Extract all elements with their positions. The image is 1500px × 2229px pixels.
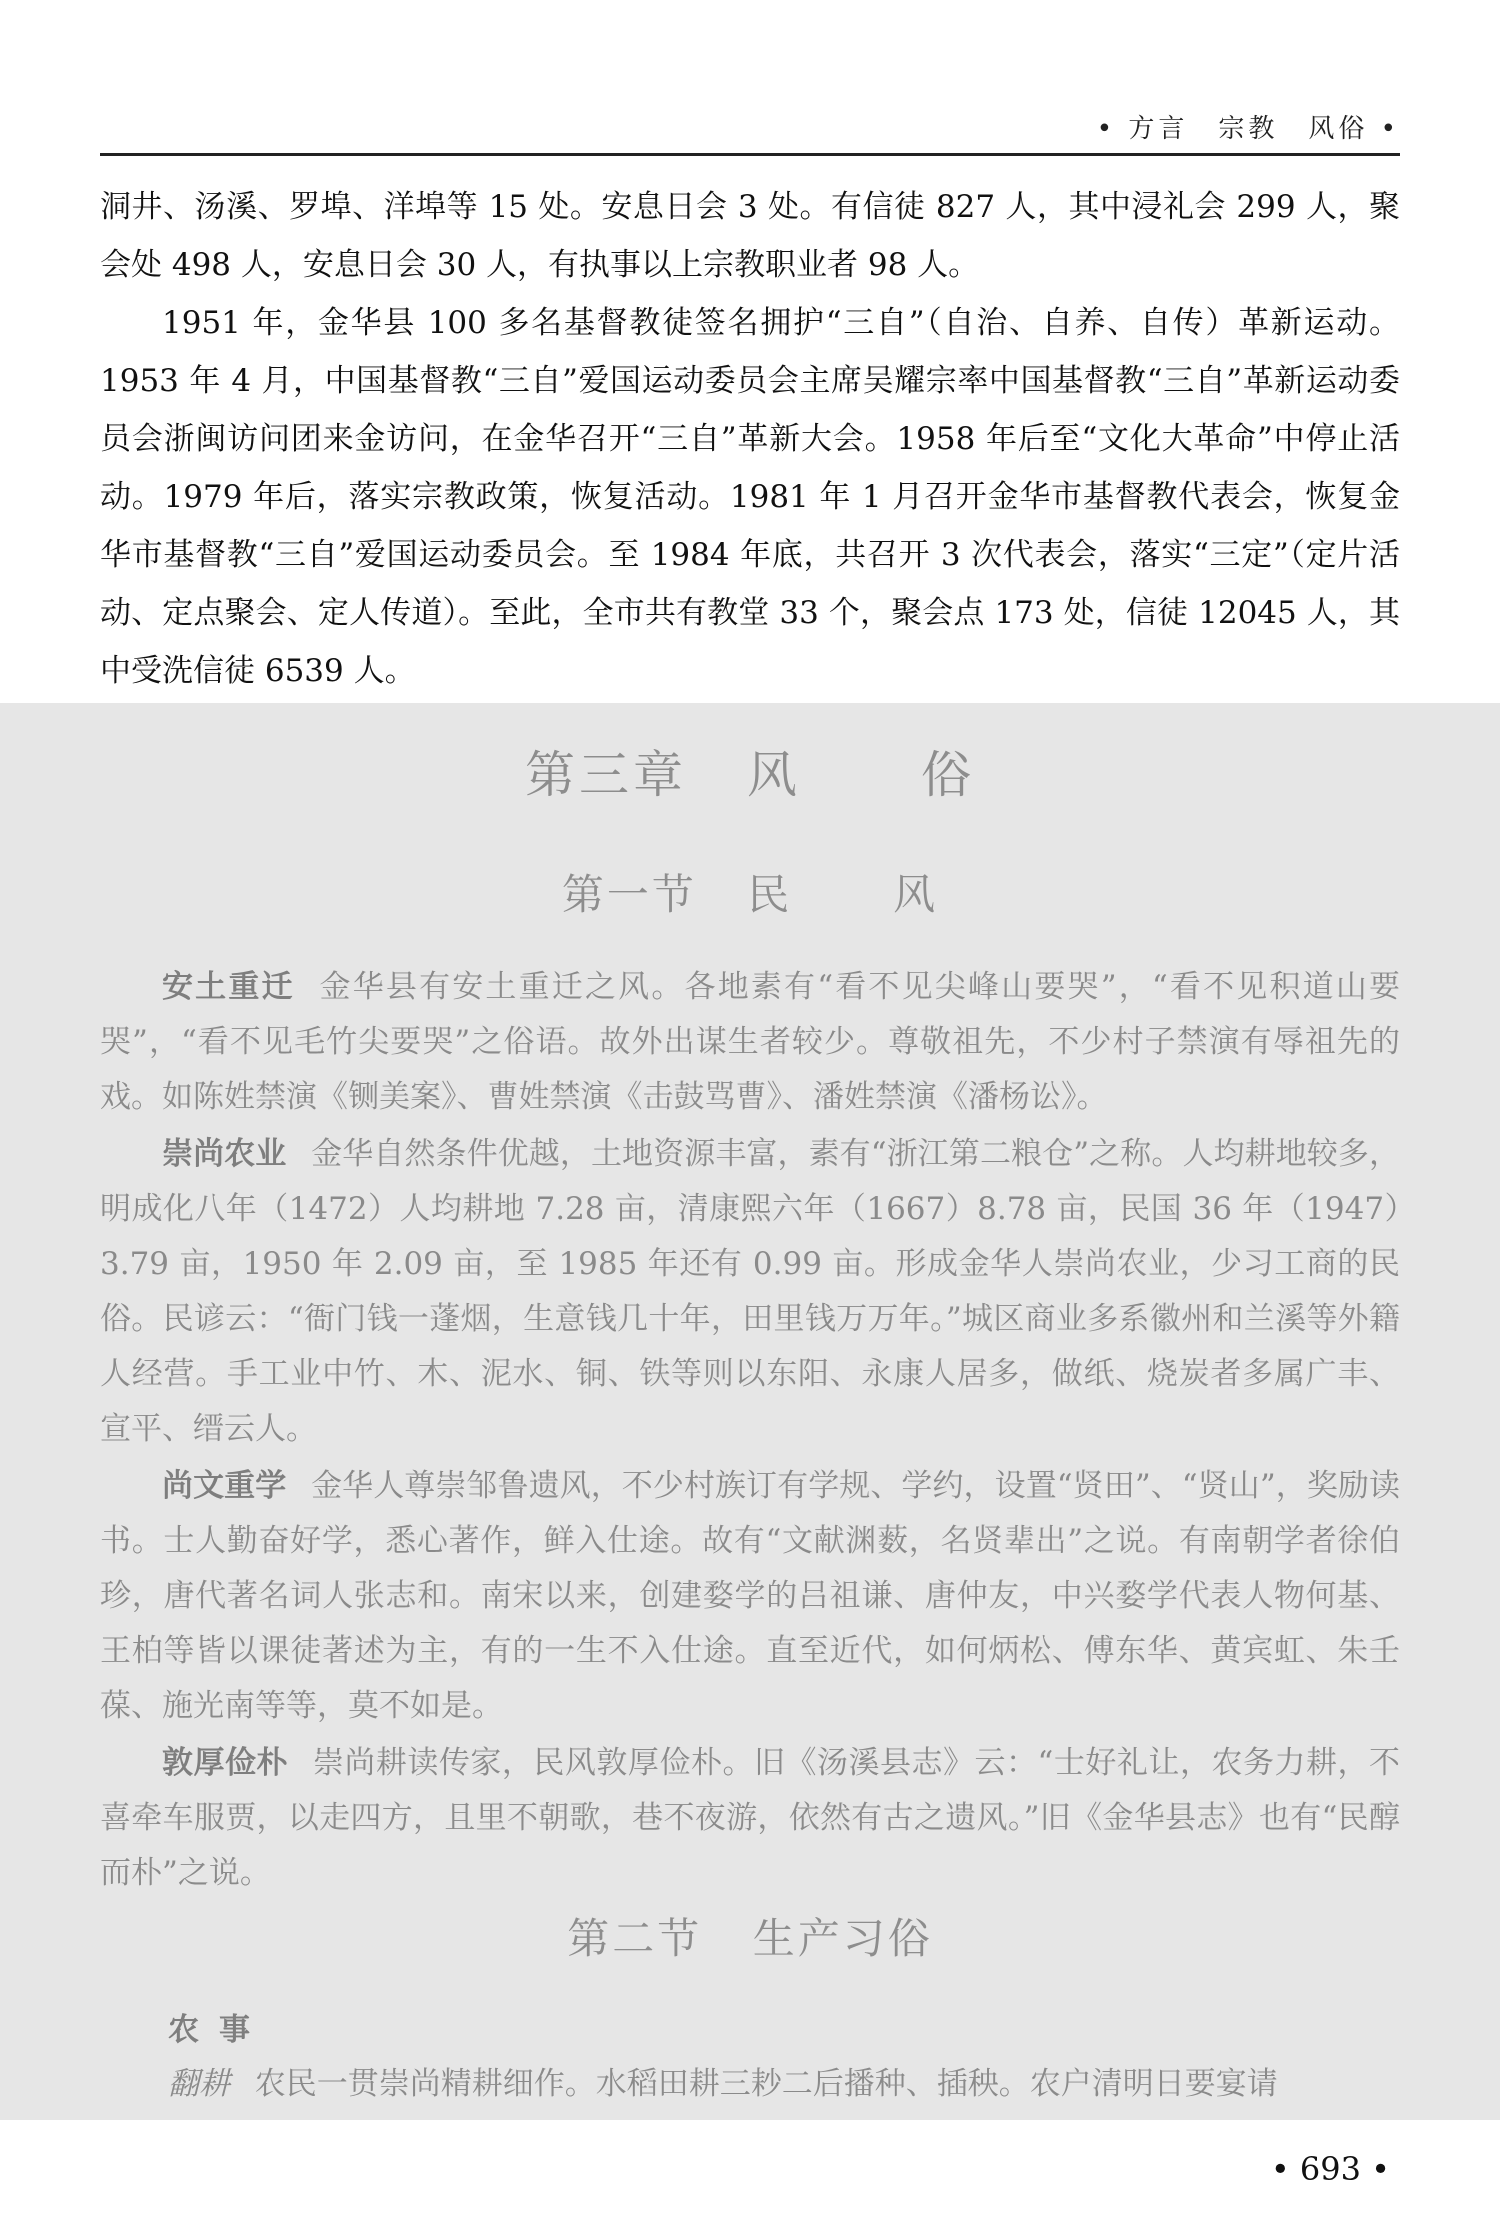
- running-header: • 方言 宗教 风俗 •: [1096, 114, 1400, 144]
- section-word: 风: [893, 870, 939, 919]
- custom-term: 敦厚俭朴: [162, 1745, 289, 1781]
- paragraph: 1951 年，金华县 100 多名基督教徒签名拥护“三自”（自治、自养、自传）革新运动。1953 年 4 月，中国基督教“三自”爱国运动委员会主席吴耀宗率中国基督教“三自”革新运动委员会浙闽访问团来金访问，在金华召开“三自”革新大会。1958 年后至“文化大革命”中停止活动。1979 年后，落实宗教政策，恢复活动。1981 年 1 月召开金华市基督教代表会，恢复金华市基督教“三自”爱国运动委员会。至 1984 年底，共召开 3 次代表会，落实“三定”（定片活动、定点聚会、定人传道）。至此，全市共有教堂 33 个，聚会点 173 处，信徒 12045 人，其中受洗信徒 6539 人。: [100, 305, 1400, 689]
- custom-paragraph: [100, 1459, 1400, 1734]
- custom-term: 安土重迁: [162, 969, 295, 1005]
- section-word: 生产习俗: [752, 1914, 933, 1963]
- custom-term: 崇尚农业: [162, 1136, 287, 1172]
- header-rule: [100, 153, 1400, 156]
- item-text: 农民一贯崇尚精耕细作。水稻田耕三耖二后播种、插秧。农户清明日要宴请: [254, 2066, 1278, 2102]
- custom-text: 金华县有安土重迁之风。各地素有“看不见尖峰山要哭”，“看不见积道山要哭”，“看不见毛竹尖要哭”之俗语。故外出谋生者较少。尊敬祖先，不少村子禁演有辱祖先的戏。如陈姓禁演《铡美案》、曹姓禁演《击鼓骂曹》、潘姓禁演《潘杨讼》。: [100, 969, 1401, 1115]
- subsection-heading: 农事: [168, 2012, 270, 2048]
- custom-text: 金华人尊崇邹鲁遗风，不少村族订有学规、学约，设置“贤田”、“贤山”，奖励读书。士人勤奋好学，悉心著作，鲜入仕途。故有“文献渊薮，名贤辈出”之说。有南朝学者徐伯珍，唐代著名词人张志和。南宋以来，创建婺学的吕祖谦、唐仲友，中兴婺学代表人物何基、王柏等皆以课徒著述为主，有的一生不入仕途。直至近代，如何炳松、傅东华、黄宾虹、朱壬葆、施光南等等，莫不如是。: [100, 1468, 1400, 1724]
- top-text-block: [100, 178, 1400, 700]
- custom-paragraph: [100, 1736, 1400, 1901]
- chapter-word: 俗: [921, 746, 975, 804]
- customs-text-block: [100, 960, 1400, 1903]
- chapter-word: 风: [747, 746, 801, 804]
- custom-paragraph: [100, 960, 1400, 1125]
- page-number: • 693 •: [1270, 2150, 1390, 2188]
- custom-text: 金华自然条件优越，土地资源丰富，素有“浙江第二粮仓”之称。人均耕地较多，明成化八年（1472）人均耕地 7.28 亩，清康熙六年（1667）8.78 亩，民国 36 年（1947）3.79 亩，1950 年 2.09 亩，至 1985 年还有 0.99 亩。形成金华人崇尚农业，少习工商的民俗。民谚云：“衙门钱一蓬烟，生意钱几十年，田里钱万万年。”城区商业多系徽州和兰溪等外籍人经营。手工业中竹、木、泥水、铜、铁等则以东阳、永康人居多，做纸、烧炭者多属广丰、宣平、缙云人。: [100, 1136, 1400, 1447]
- section-word: 民: [747, 870, 793, 919]
- section-title: [0, 1906, 1500, 1966]
- custom-paragraph: [100, 1127, 1400, 1457]
- section-title: [0, 862, 1500, 922]
- section-number: 第二节: [567, 1914, 703, 1963]
- section-number: 第一节: [561, 870, 697, 919]
- chapter-title: [0, 735, 1500, 807]
- item-label: 翻耕: [168, 2066, 230, 2102]
- custom-term: 尚文重学: [162, 1468, 287, 1504]
- chapter-number: 第三章: [525, 746, 687, 804]
- custom-text: 崇尚耕读传家，民风敦厚俭朴。旧《汤溪县志》云：“士好礼让，农务力耕，不喜牵车服贾，以走四方，且里不朝歌，巷不夜游，依然有古之遗风。”旧《金华县志》也有“民醇而朴”之说。: [100, 1745, 1400, 1891]
- paragraph: 洞井、汤溪、罗埠、洋埠等 15 处。安息日会 3 处。有信徒 827 人，其中浸礼会 299 人，聚会处 498 人，安息日会 30 人，有执事以上宗教职业者 98 人。: [100, 189, 1400, 283]
- custom-paragraph: [168, 2058, 1400, 2103]
